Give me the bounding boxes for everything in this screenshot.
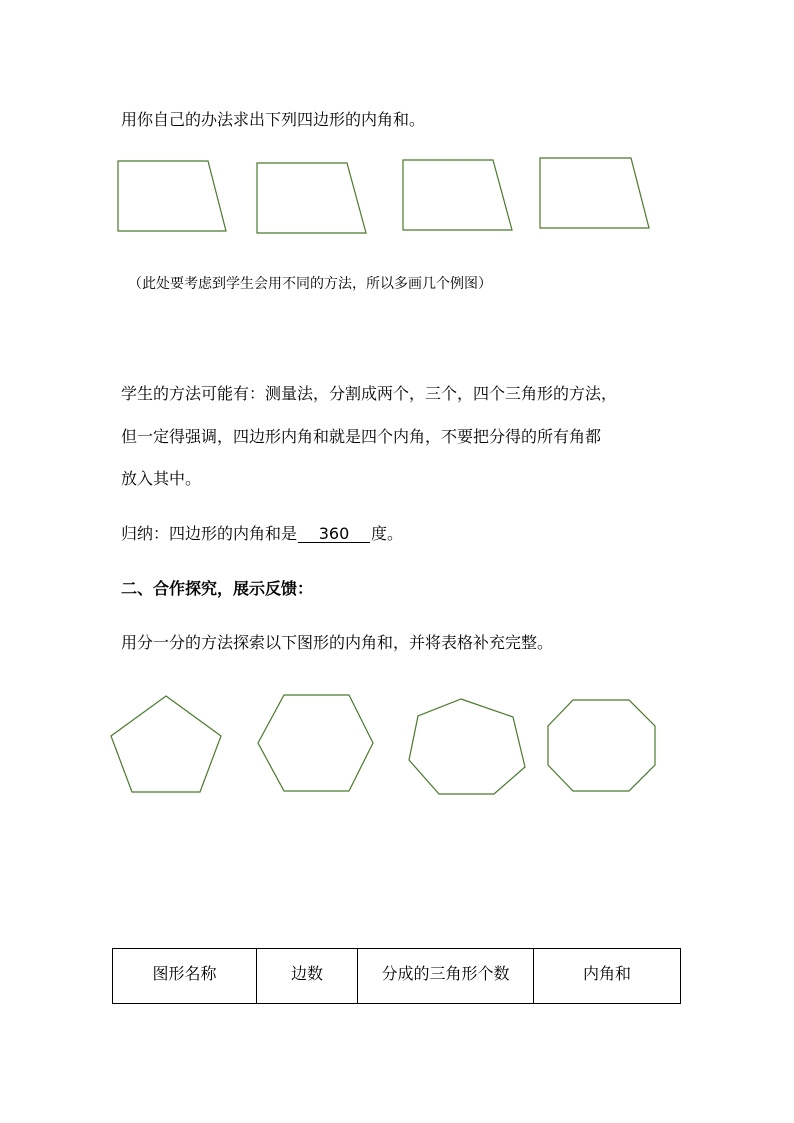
quadrilateral-3	[403, 160, 512, 230]
table-header-row	[113, 949, 681, 1004]
summary-line	[121, 521, 403, 544]
teacher-note: （此处要考虑到学生会用不同的方法，所以多画几个例图）	[128, 276, 492, 292]
header-angle-sum: 内角和	[534, 949, 681, 1004]
quadrilateral-4	[540, 158, 649, 228]
section-2-heading: 二、合作探究，展示反馈：	[121, 579, 314, 598]
angle-sum-table	[112, 948, 681, 1004]
header-shape-name: 图形名称	[113, 949, 257, 1004]
methods-line-2: 但一定得强调，四边形内角和就是四个内角，不要把分得的所有角都	[121, 427, 602, 446]
heptagon	[409, 699, 525, 794]
instruction-text: 用分一分的方法探索以下图形的内角和，并将表格补充完整。	[121, 633, 554, 652]
intro-text: 用你自己的办法求出下列四边形的内角和。	[121, 110, 426, 129]
octagon	[548, 700, 655, 791]
hexagon	[258, 695, 373, 791]
header-side-count: 边数	[257, 949, 358, 1004]
methods-line-1: 学生的方法可能有：测量法，分割成两个，三个，四个三角形的方法，	[121, 384, 618, 403]
methods-line-3: 放入其中。	[121, 469, 202, 488]
pentagon	[111, 696, 221, 792]
summary-suffix: 度。	[371, 524, 404, 543]
header-triangle-count: 分成的三角形个数	[358, 949, 534, 1004]
summary-answer-blank: 360	[298, 525, 370, 543]
quadrilateral-2	[257, 163, 366, 233]
quadrilateral-1	[118, 161, 226, 231]
summary-prefix: 归纳：四边形的内角和是	[121, 524, 298, 543]
